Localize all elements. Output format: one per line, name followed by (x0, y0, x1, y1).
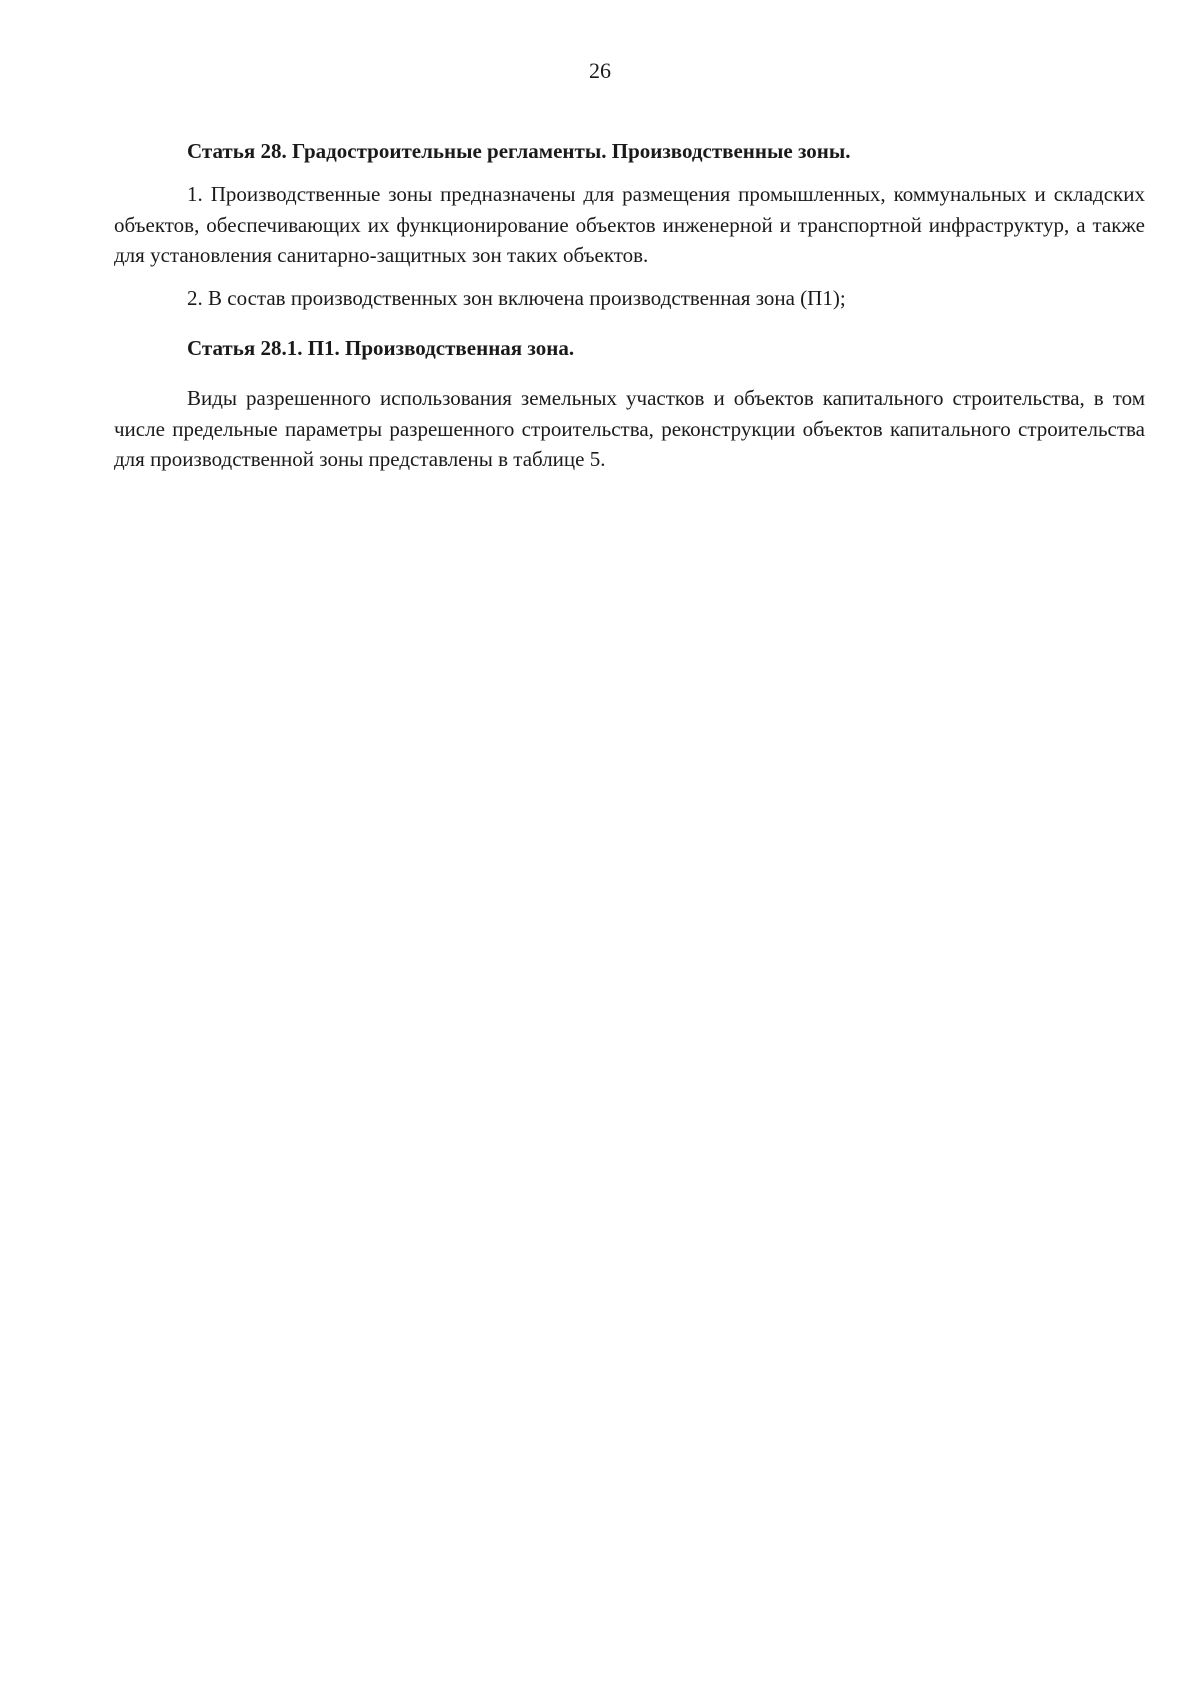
article-28-1-paragraph-1: Виды разрешенного использования земельных участков и объектов капитального строительства, в том числе предельные параметры разрешенного строительства, реконструкции объектов капитального строительства для производственной зоны представлены в таблице 5. (114, 386, 1145, 471)
page-number: 26 (589, 58, 611, 83)
article-28-heading: Статья 28. Градостроительные регламенты. Производственные зоны. (187, 139, 851, 163)
article-28-paragraph-2: 2. В состав производственных зон включена производственная зона (П1); (187, 285, 846, 310)
article-28-paragraph-1: 1. Производственные зоны предназначены для размещения промышленных, коммунальных и складских объектов, обеспечивающих их функционирование объектов инженерной и транспортной инфраструктур, а также для установления санитарно-защитных зон таких объектов. (114, 182, 1145, 267)
page-content (114, 136, 1145, 475)
article-28-1-heading: Статья 28.1. П1. Производственная зона. (187, 336, 575, 360)
